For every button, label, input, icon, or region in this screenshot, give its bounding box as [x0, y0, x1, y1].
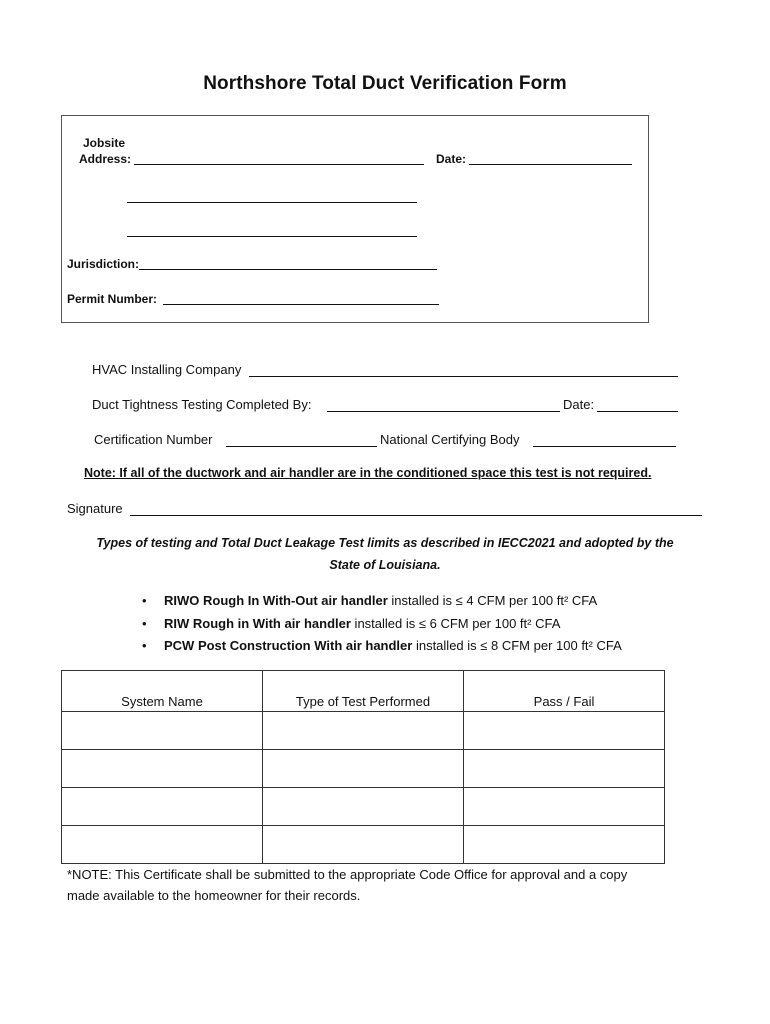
tightness-date-label: Date:	[563, 397, 595, 412]
address-line-2[interactable]	[127, 190, 417, 203]
bullet-icon: •	[142, 593, 147, 608]
form-title: Northshore Total Duct Verification Form	[203, 73, 567, 94]
test-type-cell[interactable]	[263, 750, 464, 788]
jurisdiction-line[interactable]	[139, 257, 437, 270]
system-name-cell[interactable]	[62, 788, 263, 826]
system-name-cell[interactable]	[62, 750, 263, 788]
tightness-label: Duct Tightness Testing Completed By:	[92, 397, 312, 412]
jobsite-label: Jobsite	[83, 136, 126, 150]
hvac-company-label: HVAC Installing Company	[92, 362, 242, 377]
test-type-cell[interactable]	[263, 826, 464, 864]
test-type-name: PCW Post Construction With air handler	[164, 638, 413, 653]
table-row	[62, 750, 665, 788]
test-type-name: RIW Rough in With air handler	[164, 615, 351, 631]
test-types-list	[142, 593, 622, 661]
system-name-cell[interactable]	[62, 826, 263, 864]
signature-label: Signature	[67, 501, 123, 516]
bullet-icon: •	[142, 615, 147, 631]
hvac-company-line[interactable]	[249, 362, 678, 377]
test-type-cell[interactable]	[263, 712, 464, 750]
header-test-type: Type of Test Performed	[263, 671, 464, 712]
permit-number-line[interactable]	[163, 292, 439, 305]
header-pass-fail: Pass / Fail	[464, 671, 665, 712]
address-line-3[interactable]	[127, 224, 417, 237]
certifying-body-line[interactable]	[533, 432, 676, 447]
tightness-line[interactable]	[327, 397, 560, 412]
certification-line[interactable]	[226, 432, 377, 447]
signature-line[interactable]	[130, 501, 702, 516]
pass-fail-cell[interactable]	[464, 826, 665, 864]
bullet-icon: •	[142, 638, 147, 653]
types-heading-line1: Types of testing and Total Duct Leakage Test limits as described in IECC2021 and adopted by the	[96, 536, 674, 550]
test-type-limit: installed is ≤ 8 CFM per 100 ft² CFA	[412, 638, 622, 653]
date-label: Date:	[436, 152, 467, 166]
types-heading-line2: State of Louisiana.	[329, 558, 441, 572]
test-type-name: RIWO Rough In With-Out air handler	[164, 593, 388, 608]
table-row	[62, 712, 665, 750]
system-name-cell[interactable]	[62, 712, 263, 750]
address-label: Address:	[79, 152, 132, 166]
footer-note-line2: made available to the homeowner for their records.	[67, 888, 361, 903]
date-line[interactable]	[469, 152, 632, 165]
system-table	[61, 670, 665, 864]
address-line-1[interactable]	[134, 152, 424, 165]
pass-fail-cell[interactable]	[464, 750, 665, 788]
test-type-item	[142, 638, 622, 661]
note-text: Note: If all of the ductwork and air handler are in the conditioned space this test is not required.	[84, 466, 652, 480]
table-header-row	[62, 671, 665, 712]
pass-fail-cell[interactable]	[464, 788, 665, 826]
test-type-limit: installed is ≤ 4 CFM per 100 ft² CFA	[387, 593, 598, 608]
pass-fail-cell[interactable]	[464, 712, 665, 750]
header-system-name: System Name	[62, 671, 263, 712]
test-type-cell[interactable]	[263, 788, 464, 826]
test-type-item	[142, 593, 622, 616]
footer-note-line1: *NOTE: This Certificate shall be submitted to the appropriate Code Office for approval and a copy	[67, 867, 628, 882]
certification-label: Certification Number	[94, 432, 213, 447]
tightness-date-line[interactable]	[597, 397, 678, 412]
certifying-body-label: National Certifying Body	[380, 432, 520, 447]
table-row	[62, 826, 665, 864]
permit-number-label: Permit Number:	[67, 292, 158, 306]
test-type-item	[142, 615, 622, 639]
jurisdiction-label: Jurisdiction:	[67, 257, 140, 271]
table-row	[62, 788, 665, 826]
test-type-limit: installed is ≤ 6 CFM per 100 ft² CFA	[350, 615, 561, 631]
